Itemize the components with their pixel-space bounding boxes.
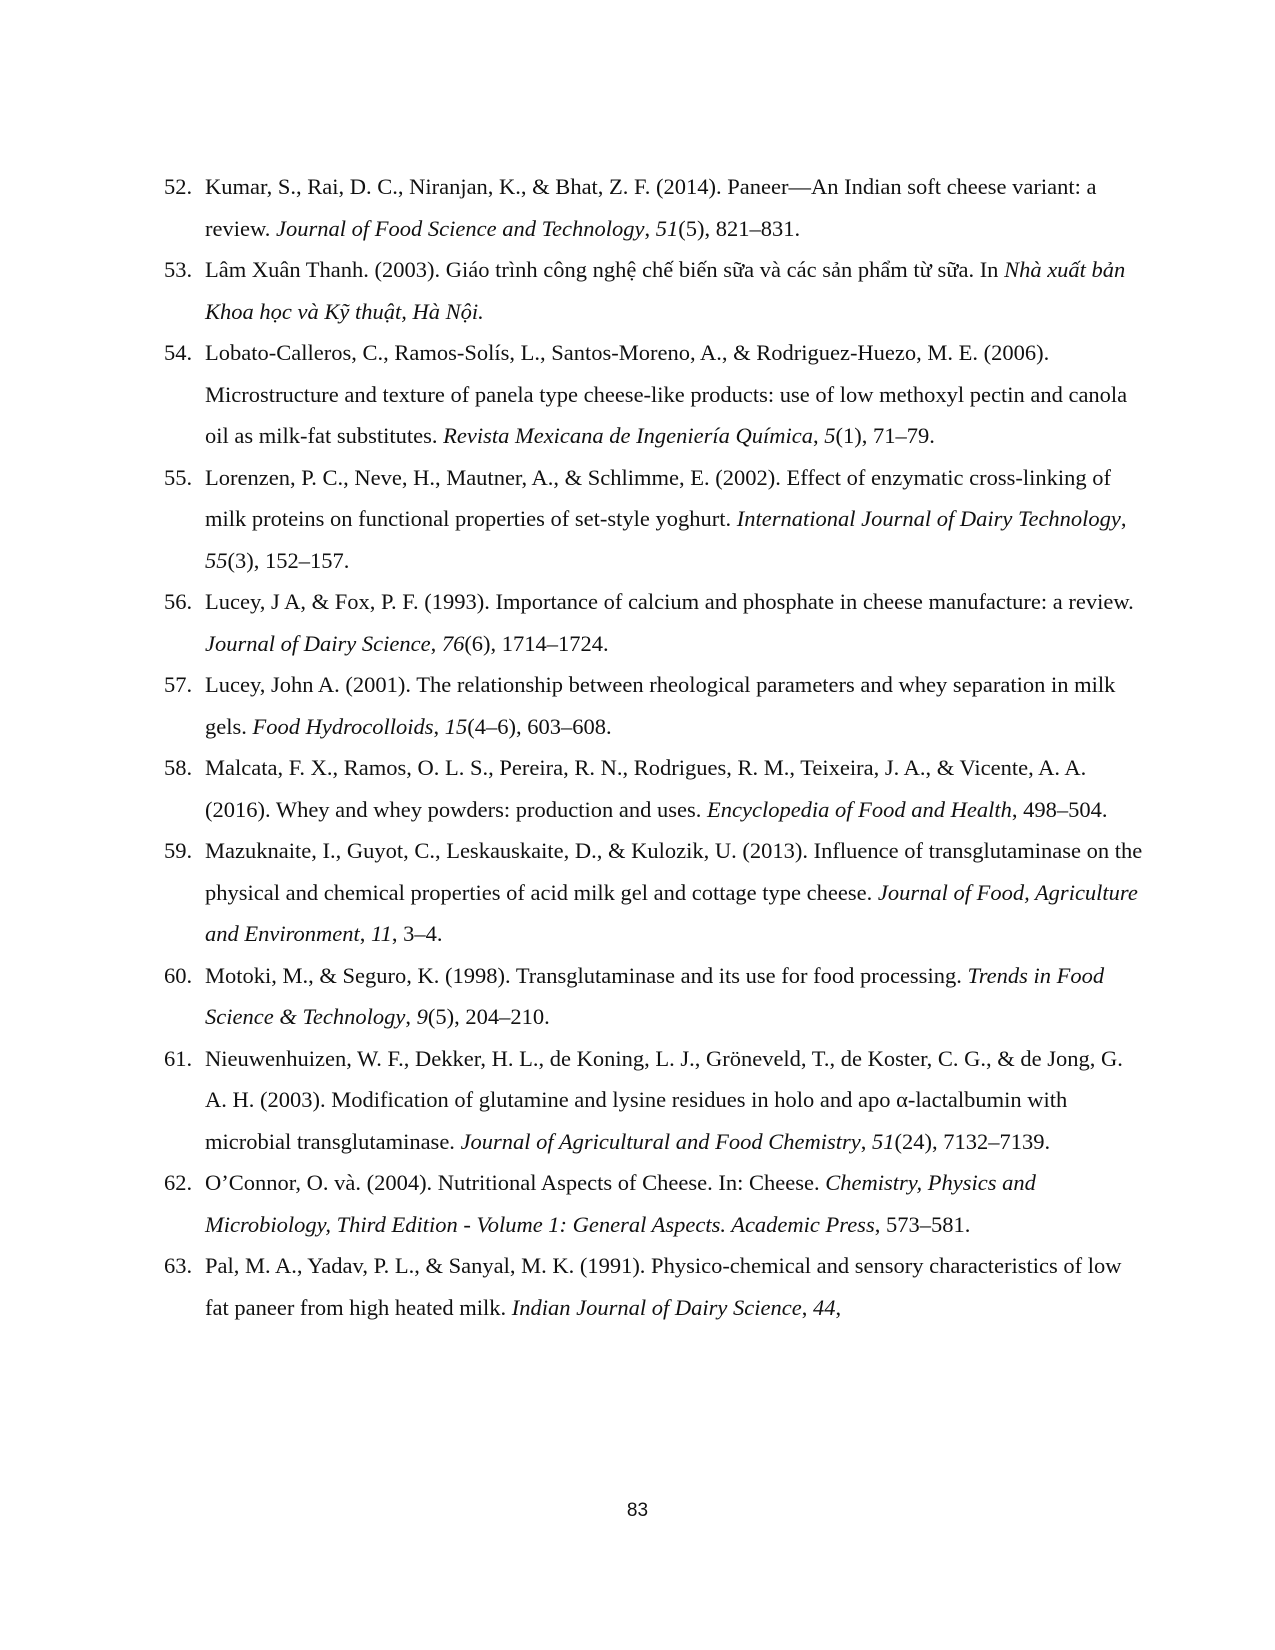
reference-entry <box>0 1245 1275 1328</box>
reference-separator: , <box>1120 506 1127 531</box>
journal-title: Chemistry, Physics and Microbiology, Third Edition - Volume 1: General Aspects. Academic Press <box>205 1170 1036 1237</box>
journal-volume: 11 <box>371 921 392 946</box>
reference-number: 60. <box>164 962 193 988</box>
journal-title: Nhà xuất bản Khoa học và Kỹ thuật, Hà Nội. <box>205 257 1126 324</box>
reference-number: 58. <box>164 755 193 780</box>
reference-entry <box>0 166 1275 249</box>
journal-volume: 5 <box>824 423 836 448</box>
reference-text: Malcata, F. X., Ramos, O. L. S., Pereira, R. N., Rodrigues, R. M., Teixeira, J. A., & Vicente, A. A. (2016). Whey and whey powders: production and uses. <box>205 755 1087 822</box>
reference-text: Mazuknaite, I., Guyot, C., Leskauskaite, D., & Kulozik, U. (2013). Influence of transglutaminase on the physical and chemical properties of acid milk gel and cottage type cheese. <box>205 838 1143 905</box>
reference-text: Kumar, S., Rai, D. C., Niranjan, K., & Bhat, Z. F. (2014). Paneer—An Indian soft cheese variant: a review. <box>205 174 1097 241</box>
journal-title: Journal of Dairy Science <box>205 630 431 656</box>
reference-number: 63. <box>164 1253 193 1278</box>
reference-text: Lobato-Calleros, C., Ramos-Solís, L., Santos-Moreno, A., & Rodriguez-Huezo, M. E. (2006). Microstructure and texture of panela type cheese-like products: use of low methoxyl pectin and canola oil as milk-fat substitutes. <box>205 340 1128 448</box>
reference-pages: , 573–581. <box>874 1211 971 1237</box>
reference-pages: , 498–504. <box>1011 796 1108 822</box>
journal-title: Revista Mexicana de Ingeniería Química <box>443 423 813 448</box>
journal-title: Journal of Agricultural and Food Chemistry <box>460 1128 861 1154</box>
reference-pages: (6), 1714–1724. <box>464 630 609 656</box>
reference-separator: , <box>430 630 442 656</box>
reference-entry <box>0 955 1275 1038</box>
reference-text: O’Connor, O. và. (2004). Nutritional Aspects of Cheese. In: Cheese. <box>205 1170 826 1195</box>
reference-entry <box>0 1162 1275 1245</box>
reference-text: Lucey, John A. (2001). The relationship between rheological parameters and whey separation in milk gels. <box>205 672 1116 739</box>
reference-separator: , <box>433 713 445 739</box>
reference-separator: , <box>644 215 656 241</box>
reference-entry <box>0 830 1275 955</box>
journal-title: International Journal of Dairy Technology <box>736 506 1121 531</box>
reference-text: Pal, M. A., Yadav, P. L., & Sanyal, M. K. (1991). Physico-chemical and sensory characteristics of low fat paneer from high heated milk. <box>205 1253 1122 1320</box>
reference-text: Lorenzen, P. C., Neve, H., Mautner, A., & Schlimme, E. (2002). Effect of enzymatic cross-linking of milk proteins on functional properties of set-style yoghurt. <box>205 464 1111 531</box>
reference-text: Lucey, J A, & Fox, P. F. (1993). Importance of calcium and phosphate in cheese manufacture: a review. <box>205 589 1134 614</box>
reference-number: 53. <box>164 257 193 282</box>
reference-separator: , <box>359 921 372 946</box>
journal-title: Food Hydrocolloids <box>252 713 434 739</box>
reference-pages: (5), 821–831. <box>678 215 801 241</box>
reference-text: Nieuwenhuizen, W. F., Dekker, H. L., de Koning, L. J., Gröneveld, T., de Koster, C. G., & de Jong, G. A. H. (2003). Modification of glutamine and lysine residues in holo and apo α-lactalbumin with microbial transglutaminase. <box>205 1045 1123 1154</box>
journal-volume: 15 <box>444 713 468 739</box>
reference-number: 57. <box>164 672 193 697</box>
journal-volume: 51 <box>872 1128 895 1154</box>
reference-number: 61. <box>164 1045 193 1071</box>
reference-number: 54. <box>164 340 193 365</box>
journal-volume: 9 <box>416 1004 428 1029</box>
reference-text: Lâm Xuân Thanh. (2003). Giáo trình công nghệ chế biến sữa và các sản phẩm từ sữa. In <box>205 257 1005 282</box>
journal-volume: 55 <box>205 547 228 573</box>
reference-number: 55. <box>164 464 193 490</box>
journal-title: Encyclopedia of Food and Health <box>706 796 1012 822</box>
reference-pages: (5), 204–210. <box>427 1004 550 1029</box>
reference-entry <box>0 249 1275 332</box>
reference-number: 56. <box>164 589 193 614</box>
reference-text: Motoki, M., & Seguro, K. (1998). Transglutaminase and its use for food processing. <box>205 962 968 988</box>
reference-pages: (3), 152–157. <box>227 547 350 573</box>
journal-title: Indian Journal of Dairy Science <box>511 1294 802 1320</box>
reference-entry <box>0 457 1275 582</box>
journal-volume: 51 <box>655 215 679 241</box>
journal-volume: 76 <box>441 630 465 656</box>
reference-entry <box>0 747 1275 830</box>
journal-title: Trends in Food Science & Technology <box>205 962 1105 1029</box>
journal-title: Journal of Food Science and Technology <box>276 215 645 241</box>
reference-number: 62. <box>164 1170 193 1195</box>
reference-entry <box>0 332 1275 457</box>
reference-entry <box>0 1038 1275 1163</box>
journal-volume: 44 <box>812 1294 836 1320</box>
reference-list <box>0 166 1275 1328</box>
reference-pages: (4–6), 603–608. <box>467 713 612 739</box>
reference-pages: , <box>835 1294 842 1320</box>
reference-pages: , 3–4. <box>391 921 443 946</box>
reference-pages: (24), 7132–7139. <box>894 1128 1051 1154</box>
page-number: 83 <box>626 1500 649 1521</box>
journal-title: Journal of Food, Agriculture and Environment <box>205 879 1138 946</box>
reference-entry <box>0 664 1275 747</box>
reference-separator: , <box>405 1004 417 1029</box>
reference-number: 59. <box>164 838 193 863</box>
reference-separator: , <box>813 423 825 448</box>
reference-number: 52. <box>164 174 193 199</box>
reference-pages: (1), 71–79. <box>835 423 935 448</box>
reference-entry <box>0 581 1275 664</box>
reference-separator: , <box>860 1128 873 1154</box>
reference-separator: , <box>801 1294 813 1320</box>
